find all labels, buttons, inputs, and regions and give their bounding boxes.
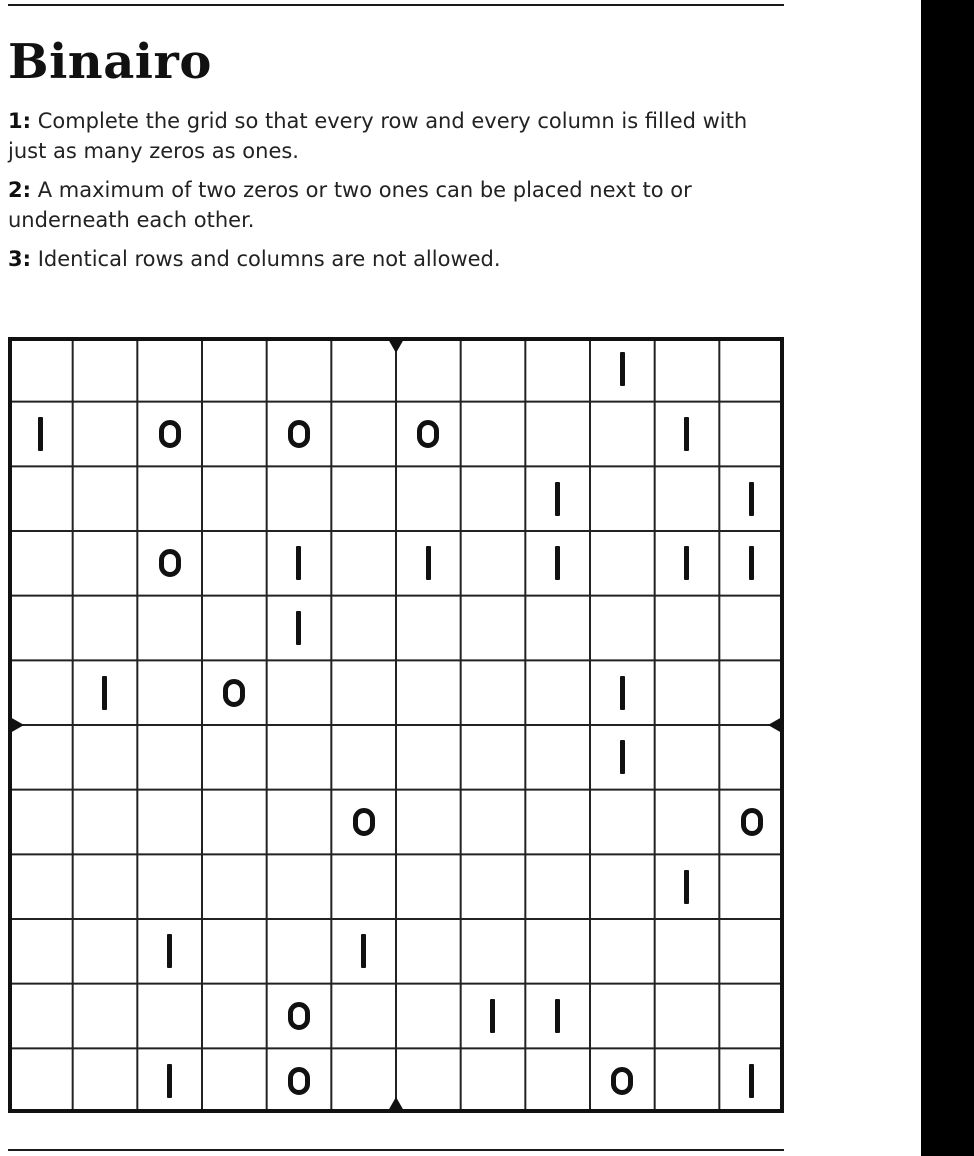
grid-cell[interactable] [525, 337, 590, 402]
rule-3-text: Identical rows and columns are not allowed. [37, 247, 501, 271]
grid-cell[interactable] [331, 466, 396, 531]
grid-cell[interactable] [461, 466, 526, 531]
grid-cell[interactable] [525, 660, 590, 725]
grid-cell [137, 402, 202, 467]
grid-cell [73, 660, 138, 725]
rules-list [8, 106, 778, 283]
grid-cell[interactable] [267, 854, 332, 919]
puzzle-grid [8, 337, 784, 1113]
rule-2-text: A maximum of two zeros or two ones can be placed next to or underneath each other. [8, 178, 692, 232]
grid-cell[interactable] [396, 919, 461, 984]
grid-cell [719, 1048, 784, 1113]
digit-zero [417, 420, 439, 448]
grid-cell [655, 854, 720, 919]
grid-cell[interactable] [719, 596, 784, 661]
grid-cell[interactable] [267, 919, 332, 984]
grid-cell[interactable] [8, 466, 73, 531]
grid-cell[interactable] [525, 1048, 590, 1113]
grid-cell[interactable] [267, 725, 332, 790]
grid-cell[interactable] [267, 466, 332, 531]
digit-one [490, 999, 495, 1033]
grid-cell[interactable] [396, 337, 461, 402]
grid-cell[interactable] [202, 919, 267, 984]
grid-cell[interactable] [202, 725, 267, 790]
grid-cell[interactable] [202, 337, 267, 402]
grid-cell [331, 919, 396, 984]
grid-cell[interactable] [590, 790, 655, 855]
digit-zero [159, 420, 181, 448]
grid-cell[interactable] [525, 854, 590, 919]
digit-one [555, 999, 560, 1033]
grid-cell[interactable] [590, 402, 655, 467]
grid-cell[interactable] [73, 1048, 138, 1113]
digit-zero [611, 1067, 633, 1095]
grid-cell [590, 337, 655, 402]
digit-zero [288, 1002, 310, 1030]
digit-one [102, 676, 107, 710]
digit-zero [288, 420, 310, 448]
grid-cell[interactable] [202, 1048, 267, 1113]
grid-cell[interactable] [461, 531, 526, 596]
grid-cell[interactable] [73, 402, 138, 467]
grid-cell[interactable] [525, 725, 590, 790]
grid-cell[interactable] [73, 854, 138, 919]
grid-cell[interactable] [331, 337, 396, 402]
grid-cell [137, 1048, 202, 1113]
grid-cell[interactable] [719, 984, 784, 1049]
grid-cell [590, 725, 655, 790]
grid-cell[interactable] [331, 725, 396, 790]
grid-cell[interactable] [202, 854, 267, 919]
rule-3-number: 3: [8, 247, 32, 271]
grid-cell[interactable] [137, 725, 202, 790]
rule-2-number: 2: [8, 178, 32, 202]
grid-cell[interactable] [8, 984, 73, 1049]
top-rule [8, 4, 784, 6]
grid-cell[interactable] [331, 531, 396, 596]
grid-cell[interactable] [8, 337, 73, 402]
grid-cell [525, 531, 590, 596]
grid-cell[interactable] [396, 984, 461, 1049]
grid-cell [396, 402, 461, 467]
grid-cell[interactable] [396, 1048, 461, 1113]
grid-cell[interactable] [137, 660, 202, 725]
rule-2 [8, 175, 778, 235]
grid-cell[interactable] [590, 919, 655, 984]
grid-cell[interactable] [655, 660, 720, 725]
grid-cell[interactable] [331, 402, 396, 467]
grid-cell[interactable] [719, 337, 784, 402]
rule-3 [8, 244, 778, 274]
grid-cell [267, 596, 332, 661]
digit-one [620, 352, 625, 386]
digit-one [684, 417, 689, 451]
digit-one [167, 934, 172, 968]
grid-cell[interactable] [137, 854, 202, 919]
grid-cell[interactable] [267, 337, 332, 402]
grid-cell[interactable] [202, 402, 267, 467]
grid-cell[interactable] [8, 1048, 73, 1113]
grid-cell[interactable] [202, 531, 267, 596]
grid-cell[interactable] [719, 919, 784, 984]
grid-cell [267, 1048, 332, 1113]
grid-cell[interactable] [461, 790, 526, 855]
grid-cell[interactable] [655, 725, 720, 790]
grid-cell [655, 531, 720, 596]
digit-zero [159, 549, 181, 577]
grid-cell[interactable] [655, 919, 720, 984]
puzzle-grid-container [8, 337, 784, 1113]
rule-1-number: 1: [8, 109, 32, 133]
rule-1-text: Complete the grid so that every row and every column is filled with just as many zeros as ones. [8, 109, 748, 163]
grid-cell[interactable] [73, 725, 138, 790]
digit-one [555, 546, 560, 580]
grid-cell[interactable] [8, 790, 73, 855]
grid-cell[interactable] [137, 984, 202, 1049]
grid-cell [8, 402, 73, 467]
grid-cell [655, 402, 720, 467]
grid-cell[interactable] [525, 919, 590, 984]
grid-cell[interactable] [655, 790, 720, 855]
digit-one [620, 676, 625, 710]
grid-cell [267, 531, 332, 596]
grid-cell [202, 660, 267, 725]
grid-cell[interactable] [396, 790, 461, 855]
grid-cell[interactable] [8, 531, 73, 596]
grid-cell[interactable] [396, 725, 461, 790]
digit-one [167, 1064, 172, 1098]
grid-cell[interactable] [73, 531, 138, 596]
digit-one [38, 417, 43, 451]
grid-cell[interactable] [8, 660, 73, 725]
digit-one [749, 546, 754, 580]
grid-cell[interactable] [331, 854, 396, 919]
grid-cell[interactable] [655, 337, 720, 402]
grid-cell[interactable] [8, 854, 73, 919]
grid-cell[interactable] [525, 402, 590, 467]
grid-cell[interactable] [461, 725, 526, 790]
grid-cell[interactable] [719, 402, 784, 467]
grid-cell[interactable] [461, 402, 526, 467]
grid-cell [137, 919, 202, 984]
grid-cell[interactable] [73, 984, 138, 1049]
digit-one [684, 870, 689, 904]
grid-cell[interactable] [396, 854, 461, 919]
rule-1 [8, 106, 778, 166]
grid-cell[interactable] [461, 854, 526, 919]
grid-cell[interactable] [655, 1048, 720, 1113]
digit-one [555, 482, 560, 516]
grid-cell[interactable] [719, 660, 784, 725]
grid-cell[interactable] [267, 660, 332, 725]
grid-cell[interactable] [331, 1048, 396, 1113]
grid-cell[interactable] [719, 854, 784, 919]
grid-cell[interactable] [590, 854, 655, 919]
grid-cell[interactable] [655, 466, 720, 531]
grid-cell [719, 790, 784, 855]
grid-cell[interactable] [461, 337, 526, 402]
grid-cell[interactable] [525, 596, 590, 661]
digit-one [749, 482, 754, 516]
grid-cell[interactable] [73, 790, 138, 855]
grid-cell [719, 466, 784, 531]
digit-one [296, 611, 301, 645]
grid-cell[interactable] [331, 660, 396, 725]
grid-cell[interactable] [73, 466, 138, 531]
digit-one [684, 546, 689, 580]
grid-cell[interactable] [655, 984, 720, 1049]
grid-cell[interactable] [8, 919, 73, 984]
grid-cell[interactable] [590, 596, 655, 661]
grid-cell [396, 531, 461, 596]
grid-cell[interactable] [525, 790, 590, 855]
grid-cell[interactable] [461, 919, 526, 984]
grid-cell[interactable] [8, 725, 73, 790]
grid-cell[interactable] [461, 596, 526, 661]
grid-cell[interactable] [590, 531, 655, 596]
digit-zero [288, 1067, 310, 1095]
grid-cell [267, 402, 332, 467]
grid-cell[interactable] [202, 466, 267, 531]
grid-cell [719, 531, 784, 596]
grid-cell [461, 984, 526, 1049]
grid-cell[interactable] [73, 337, 138, 402]
grid-cell [590, 660, 655, 725]
grid-cell[interactable] [73, 596, 138, 661]
grid-cell [525, 984, 590, 1049]
grid-cell[interactable] [331, 984, 396, 1049]
digit-zero [223, 679, 245, 707]
digit-one [749, 1064, 754, 1098]
digit-zero [353, 808, 375, 836]
digit-one [426, 546, 431, 580]
digit-one [361, 934, 366, 968]
grid-cell[interactable] [396, 466, 461, 531]
grid-cell[interactable] [396, 660, 461, 725]
grid-cell[interactable] [590, 466, 655, 531]
bottom-rule [8, 1149, 784, 1151]
right-edge-bar [921, 0, 974, 1156]
digit-one [296, 546, 301, 580]
grid-cell[interactable] [137, 337, 202, 402]
grid-cell[interactable] [137, 596, 202, 661]
page-title: Binairo [8, 34, 212, 90]
grid-cell [137, 531, 202, 596]
grid-cell[interactable] [396, 596, 461, 661]
grid-cell[interactable] [590, 984, 655, 1049]
grid-cell[interactable] [719, 725, 784, 790]
grid-cell[interactable] [461, 660, 526, 725]
grid-cell [590, 1048, 655, 1113]
grid-cell[interactable] [202, 790, 267, 855]
grid-cell[interactable] [331, 596, 396, 661]
grid-cell[interactable] [73, 919, 138, 984]
grid-cell[interactable] [137, 466, 202, 531]
grid-cell [525, 466, 590, 531]
grid-cell[interactable] [202, 596, 267, 661]
grid-cell[interactable] [655, 596, 720, 661]
grid-cell[interactable] [267, 790, 332, 855]
digit-one [620, 740, 625, 774]
grid-cell [267, 984, 332, 1049]
grid-cell[interactable] [202, 984, 267, 1049]
digit-zero [741, 808, 763, 836]
grid-cell[interactable] [8, 596, 73, 661]
grid-cell[interactable] [461, 1048, 526, 1113]
grid-cell [331, 790, 396, 855]
grid-cell[interactable] [137, 790, 202, 855]
